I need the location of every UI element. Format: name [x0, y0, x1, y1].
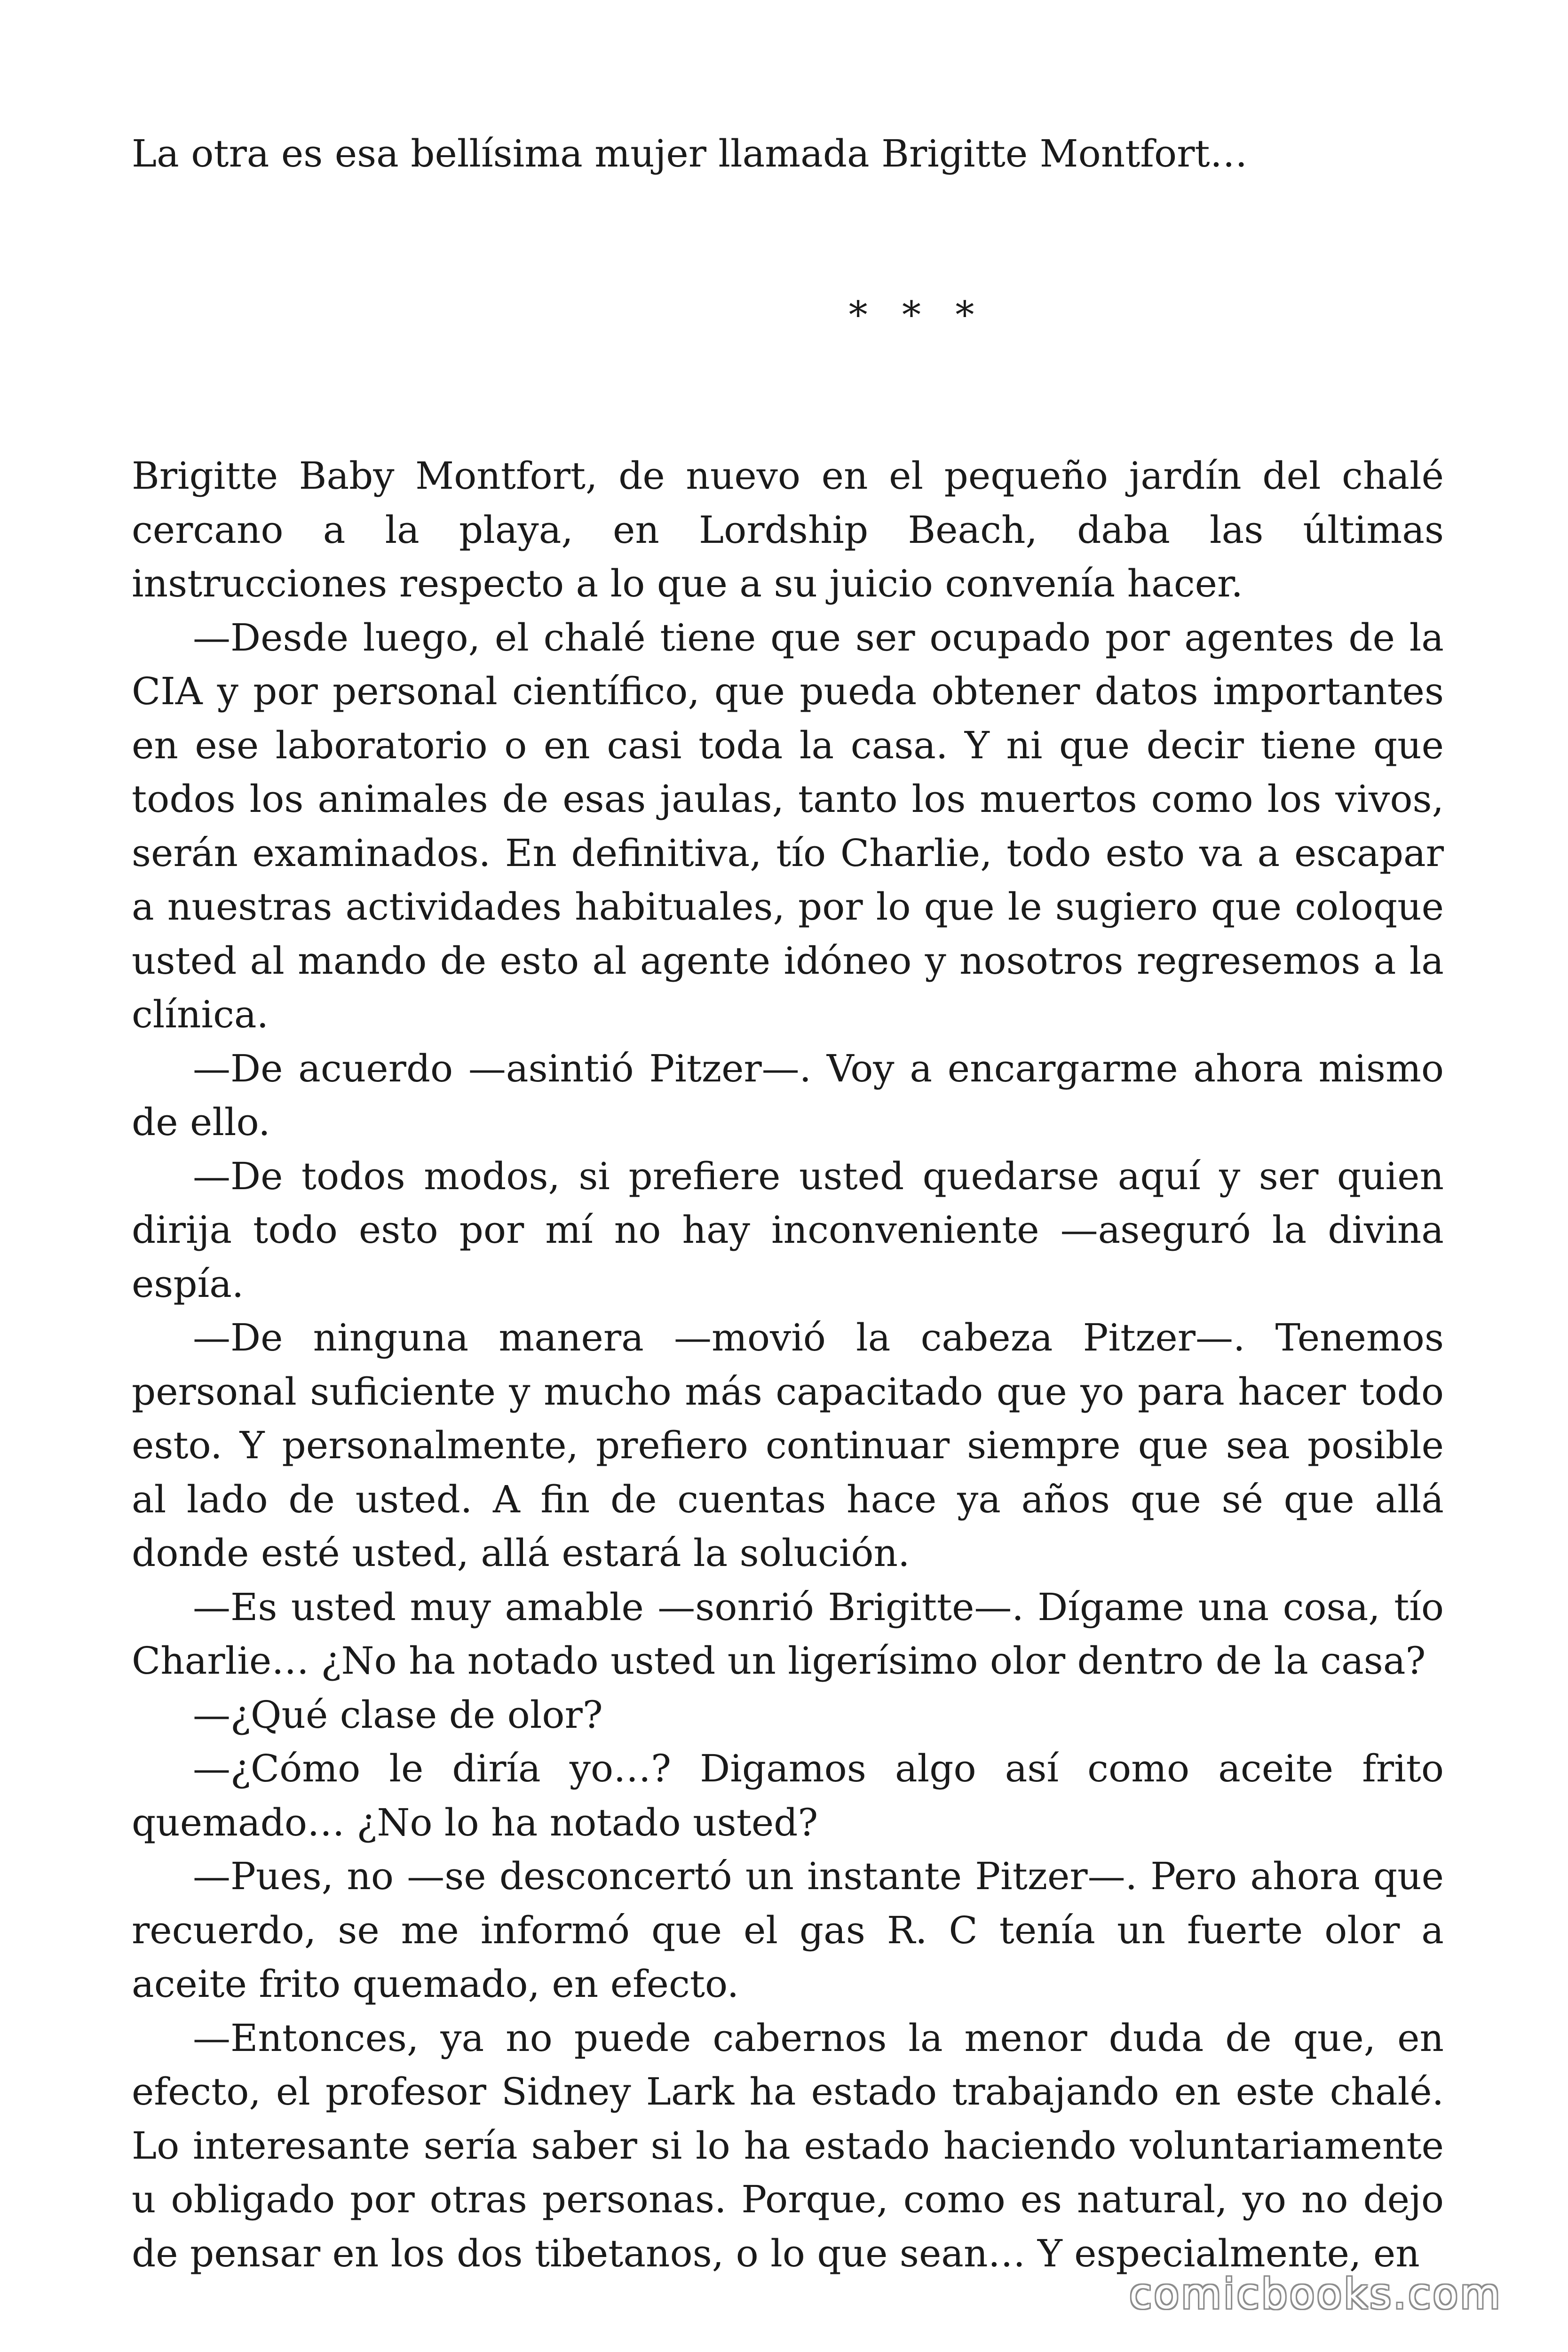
paragraph: —¿Qué clase de olor?: [193, 1692, 603, 1737]
book-page: [132, 127, 1444, 2280]
paragraph: —¿Cómo le diría yo…? Digamos algo así como aceite frito quemado… ¿No lo ha notado usted?: [132, 1747, 1444, 1844]
site-watermark: comicbooks.com: [1129, 2270, 1502, 2318]
paragraph: —De acuerdo —asintió Pitzer—. Voy a encargarme ahora mismo de ello.: [132, 1046, 1444, 1144]
paragraph: —De todos modos, si prefiere usted quedarse aquí y ser quien dirija todo esto por mí no hay inconveniente —aseguró la divina espía.: [132, 1154, 1444, 1306]
section-separator: * * *: [848, 293, 986, 337]
paragraph: —Es usted muy amable —sonrió Brigitte—. Dígame una cosa, tío Charlie… ¿No ha notado usted un ligerísimo olor dentro de la casa?: [132, 1585, 1444, 1683]
opening-line: La otra es esa bellísima mujer llamada Brigitte Montfort…: [132, 132, 1248, 175]
paragraph: —Pues, no —se desconcertó un instante Pitzer—. Pero ahora que recuerdo, se me informó que el gas R. C tenía un fuerte olor a aceite frito quemado, en efecto.: [132, 1854, 1444, 2006]
paragraph: —Desde luego, el chalé tiene que ser ocupado por agentes de la CIA y por personal científico, que pueda obtener datos importantes en ese laboratorio o en casi toda la casa. Y ni que decir tiene que todos los animales de esas jaulas, tanto los muertos como los vivos, serán examinados. En definitiva, tío Charlie, todo esto va a escapar a nuestras actividades habituales, por lo que le sugiero que coloque usted al mando de esto al agente idóneo y nosotros regresemos a la clínica.: [132, 615, 1444, 1036]
paragraph: —Entonces, ya no puede cabernos la menor duda de que, en efecto, el profesor Sidney Lark ha estado trabajando en este chalé. Lo interesante sería saber si lo ha estado haciendo voluntariamente u obligado por otras personas. Porque, como es natural, yo no dejo de pensar en los dos tibetanos, o lo que sean… Y especialmente, en: [132, 2016, 1444, 2275]
paragraph: Brigitte Baby Montfort, de nuevo en el pequeño jardín del chalé cercano a la playa, en Lordship Beach, daba las últimas instrucciones respecto a lo que a su juicio convenía hacer.: [132, 454, 1444, 605]
body-text: [132, 449, 1444, 2280]
paragraph: —De ninguna manera —movió la cabeza Pitzer—. Tenemos personal suficiente y mucho más capacitado que yo para hacer todo esto. Y personalmente, prefiero continuar siempre que sea posible al lado de usted. A fin de cuentas hace ya años que sé que allá donde esté usted, allá estará la solución.: [132, 1316, 1444, 1575]
